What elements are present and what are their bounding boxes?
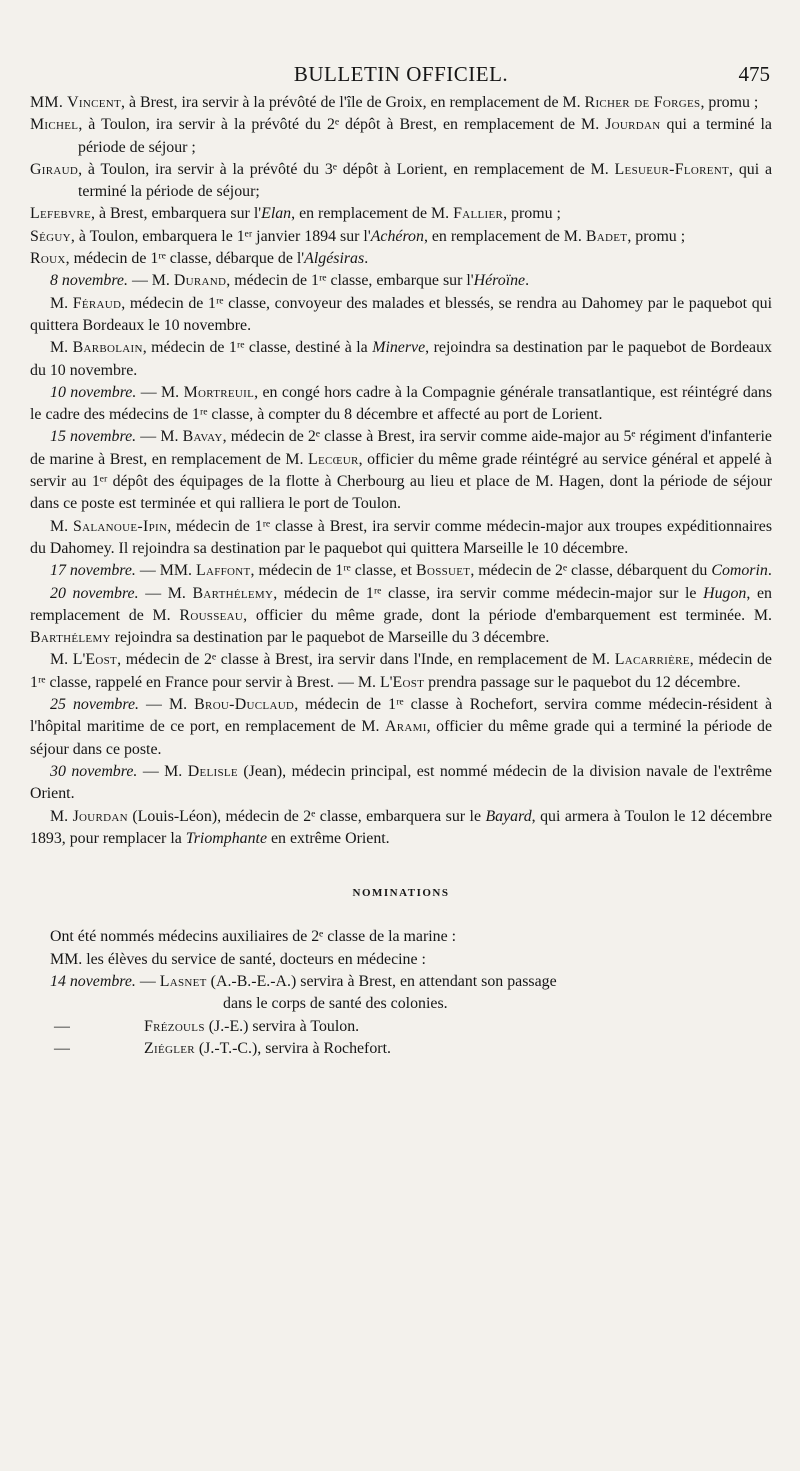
person-name: Salanoue-Ipin xyxy=(72,517,168,535)
para-text: , médecin de 2ᵉ classe à Brest, ira servir dans l'Inde, en remplacement de M. xyxy=(117,651,615,669)
date-label: 25 novembre. xyxy=(50,696,139,714)
ship-name: Bayard xyxy=(485,807,532,825)
dash-mark: — xyxy=(54,1039,70,1057)
ship-name: Héroïne xyxy=(473,272,526,290)
para-text: . xyxy=(525,272,530,290)
person-name: Bavay xyxy=(182,428,223,446)
para-text: — M. xyxy=(138,584,193,602)
person-name: Eost xyxy=(85,651,118,669)
person-name: Eost xyxy=(392,673,425,691)
para-text: M. L' xyxy=(50,651,86,669)
ship-name: Elan xyxy=(261,205,292,223)
para-text: , médecin de 2ᵉ classe à Brest, ira servir comme aide-major au 5ᵉ régiment d'infanterie de marine à Brest, en remplacement de M. xyxy=(30,428,772,468)
date-label: 20 novembre. xyxy=(50,584,139,602)
person-name: Lacarrière xyxy=(614,651,690,669)
entry-text: , à Toulon, embarquera le 1ᵉʳ janvier 1894 sur l' xyxy=(70,227,371,245)
person-name: Ziégler xyxy=(144,1039,195,1057)
entry-text: , à Brest, embarquera sur l' xyxy=(91,205,262,223)
para-text: , médecin de 1ʳᵉ classe, convoyeur des malades et blessés, se rendra au Dahomey par le paquebot qui quittera Bordeaux le 10 novembre. xyxy=(30,294,772,334)
para-text: , médecin de 1ʳᵉ classe à Brest, ira servir comme médecin-major aux troupes expéditionnaires du Dahomey. Il rejoindra sa destination par le paquebot qui quittera Marseille le 10 décembre. xyxy=(30,517,772,557)
paragraph-feraud xyxy=(30,293,772,338)
entry-text: , en remplacement de M. xyxy=(291,205,454,223)
entry-text: , promu ; xyxy=(700,94,759,111)
person-name: Lefebvre xyxy=(30,205,91,223)
entry-text: , promu ; xyxy=(627,227,686,245)
date-label: 15 novembre. xyxy=(50,428,137,446)
entry-giraud xyxy=(30,159,772,204)
para-text: , rejoindra sa destination par le paquebot de Bordeaux du 10 novembre. xyxy=(30,339,773,379)
paragraph-25-novembre xyxy=(30,694,772,761)
entry-text: , à Brest, ira servir à la prévôté de l'île de Groix, en remplacement de M. xyxy=(121,94,585,111)
date-label: 8 novembre. xyxy=(50,272,128,290)
para-text: , médecin de 1ʳᵉ classe à Rochefort, servira comme médecin-résident à l'hôpital maritime de ce port, en remplacement de M. xyxy=(30,696,772,736)
person-name: Richer de Forges xyxy=(584,94,701,111)
entry-text: . xyxy=(364,250,369,268)
para-text: (A.-B.-E.-A.) servira à Brest, en attendant son passage xyxy=(206,972,557,990)
para-text: M. xyxy=(50,294,73,312)
para-text: , officier du même grade qui a terminé la période de séjour dans ce poste. xyxy=(30,718,772,758)
person-name: Giraud xyxy=(30,160,79,178)
date-label: 17 novembre. xyxy=(50,562,136,580)
para-text: prendra passage sur le paquebot du 12 décembre. xyxy=(424,673,741,691)
person-name: Fallier xyxy=(453,205,504,223)
person-name: Durand xyxy=(173,272,227,290)
person-name: Jourdan xyxy=(72,807,128,825)
person-name: Séguy xyxy=(30,227,71,245)
nomination-frezouls xyxy=(30,1016,772,1038)
date-label: 14 novembre. xyxy=(50,972,136,990)
person-name: Barthélemy xyxy=(192,584,274,602)
paragraph-jourdan xyxy=(30,806,772,851)
person-name: Lasnet xyxy=(159,972,207,990)
entry-text: , promu ; xyxy=(503,205,561,223)
para-text: , médecin de 1ʳᵉ classe, destiné à la xyxy=(142,339,373,357)
date-label: 30 novembre. xyxy=(50,762,138,780)
person-name: Barthélemy xyxy=(30,629,111,647)
para-text: — M. xyxy=(127,272,174,290)
entry-text: , à Toulon, ira servir à la prévôté du 3ᵉ dépôt à Lorient, en remplacement de M. xyxy=(78,160,615,178)
person-name: Badet xyxy=(585,227,628,245)
para-text: , officier du même grade, dont la période d'embarquement est terminée. M. xyxy=(243,606,772,624)
page-header xyxy=(30,62,772,92)
person-name: Rousseau xyxy=(179,606,244,624)
ship-name: Hugon xyxy=(703,584,747,602)
para-text: — M. xyxy=(136,428,183,446)
person-name: Michel xyxy=(30,116,79,134)
nomination-text xyxy=(144,1038,772,1060)
para-text: , médecin de 1ʳᵉ classe, et xyxy=(250,562,417,580)
person-name: Arami xyxy=(384,718,427,736)
person-name: Bossuet xyxy=(416,562,471,580)
person-name: Laffont xyxy=(195,562,251,580)
entry-seguy xyxy=(30,226,772,248)
paragraph-l-eost xyxy=(30,649,772,694)
para-text: , médecin de 1ʳᵉ classe, ira servir comme médecin-major sur le xyxy=(273,584,704,602)
entry-vincent xyxy=(30,92,772,114)
entry-text: , en remplacement de M. xyxy=(423,227,586,245)
para-text: . xyxy=(767,562,772,580)
entry-lefebvre xyxy=(30,203,772,225)
paragraph-20-novembre xyxy=(30,583,772,650)
nomination-ziegler xyxy=(30,1038,772,1060)
para-text: — MM. xyxy=(135,562,196,580)
para-text: en extrême Orient. xyxy=(267,829,390,847)
para-text: M. xyxy=(50,807,73,825)
nominations-intro-2: MM. les élèves du service de santé, docteurs en médecine : xyxy=(50,950,426,968)
person-name: Brou-Duclaud xyxy=(194,696,295,714)
para-text: (Louis-Léon), médecin de 2ᵉ classe, embarquera sur le xyxy=(127,807,486,825)
para-text: (J.-E.) servira à Toulon. xyxy=(204,1017,360,1035)
person-name: Jourdan xyxy=(605,116,661,134)
ship-name: Achéron xyxy=(370,227,424,245)
entry-roux xyxy=(30,248,772,270)
para-text: — M. xyxy=(137,762,188,780)
para-text: , en congé hors cadre à la Compagnie générale transatlantique, est réintégré dans le cadre des médecins de 1ʳᵉ classe, à compter du 8 décembre et affecté au port de Lorient. xyxy=(30,383,773,424)
paragraph-salanoue-ipin xyxy=(30,516,772,561)
person-name: Mortreuil xyxy=(183,383,255,401)
paragraph-8-novembre xyxy=(30,270,772,292)
para-text: — xyxy=(135,972,160,990)
ship-name: Triomphante xyxy=(185,829,267,847)
para-text: , en remplacement de M. xyxy=(30,584,772,624)
ship-name: Algésiras xyxy=(304,250,365,268)
person-name: Lesueur-Florent xyxy=(614,160,730,178)
person-name: MM. Vincent xyxy=(30,94,122,111)
nomination-lasnet xyxy=(30,971,772,993)
entry-text: qui a terminé la période de séjour ; xyxy=(78,116,772,156)
person-name: Frézouls xyxy=(144,1017,205,1035)
para-text: , officier du même grade réintégré au service général et appelé à servir au 1ᵉʳ dépôt des équipages de la flotte à Cherbourg au lieu et place de M. Hagen, dont la période de séjour dans ce poste est terminée et qui ralliera le port de Toulon. xyxy=(30,450,772,513)
paragraph-10-novembre xyxy=(30,382,772,427)
page-number: 475 xyxy=(738,62,770,86)
para-text: rejoindra sa destination par le paquebot de Marseille du 3 décembre. xyxy=(110,629,550,647)
para-text: — M. xyxy=(136,383,184,401)
person-name: Barbolain xyxy=(72,339,143,357)
person-name: Lecœur xyxy=(307,450,359,468)
nominations-intro: Ont été nommés médecins auxiliaires de 2ᵉ classe de la marine : xyxy=(50,928,457,946)
person-name: Roux xyxy=(30,250,66,268)
ship-name: Minerve xyxy=(372,339,426,357)
document-body xyxy=(30,92,772,1060)
para-text: , médecin de 1ʳᵉ classe, embarque sur l' xyxy=(226,272,474,290)
para-text: M. xyxy=(50,339,73,357)
running-title: BULLETIN OFFICIEL. xyxy=(293,62,509,86)
paragraph-17-novembre xyxy=(30,560,772,582)
dash-mark: — xyxy=(54,1017,70,1035)
paragraph-barbolain xyxy=(30,337,772,382)
paragraph-30-novembre xyxy=(30,761,772,806)
nomination-lasnet-continuation: dans le corps de santé des colonies. xyxy=(223,995,448,1013)
entry-text: , médecin de 1ʳᵉ classe, débarque de l' xyxy=(65,250,305,268)
para-text: — M. xyxy=(138,696,195,714)
entry-text: , à Toulon, ira servir à la prévôté du 2ᵉ dépôt à Brest, en remplacement de M. xyxy=(78,116,606,134)
ship-name: Comorin xyxy=(711,562,768,580)
person-name: Féraud xyxy=(72,294,122,312)
para-text: , qui armera à Toulon le 12 décembre 1893, pour remplacer la xyxy=(30,807,772,847)
para-text: (J.-T.-C.), servira à Rochefort. xyxy=(194,1039,391,1057)
entry-text: , qui a terminé la période de séjour; xyxy=(78,160,772,201)
section-heading-nominations: NOMINATIONS xyxy=(352,887,450,900)
nomination-text xyxy=(144,1016,772,1038)
date-label: 10 novembre. xyxy=(50,383,137,401)
para-text: , médecin de 2ᵉ classe, débarquent du xyxy=(470,562,712,580)
para-text: M. xyxy=(50,517,73,535)
person-name: Delisle xyxy=(187,762,238,780)
entry-michel xyxy=(30,114,772,159)
para-text: (Jean), médecin principal, est nommé médecin de la division navale de l'extrême Orient. xyxy=(30,762,772,803)
paragraph-15-novembre xyxy=(30,426,772,515)
para-text: , médecin de 1ʳᵉ classe, rappelé en France pour servir à Brest. — M. L' xyxy=(30,651,772,691)
